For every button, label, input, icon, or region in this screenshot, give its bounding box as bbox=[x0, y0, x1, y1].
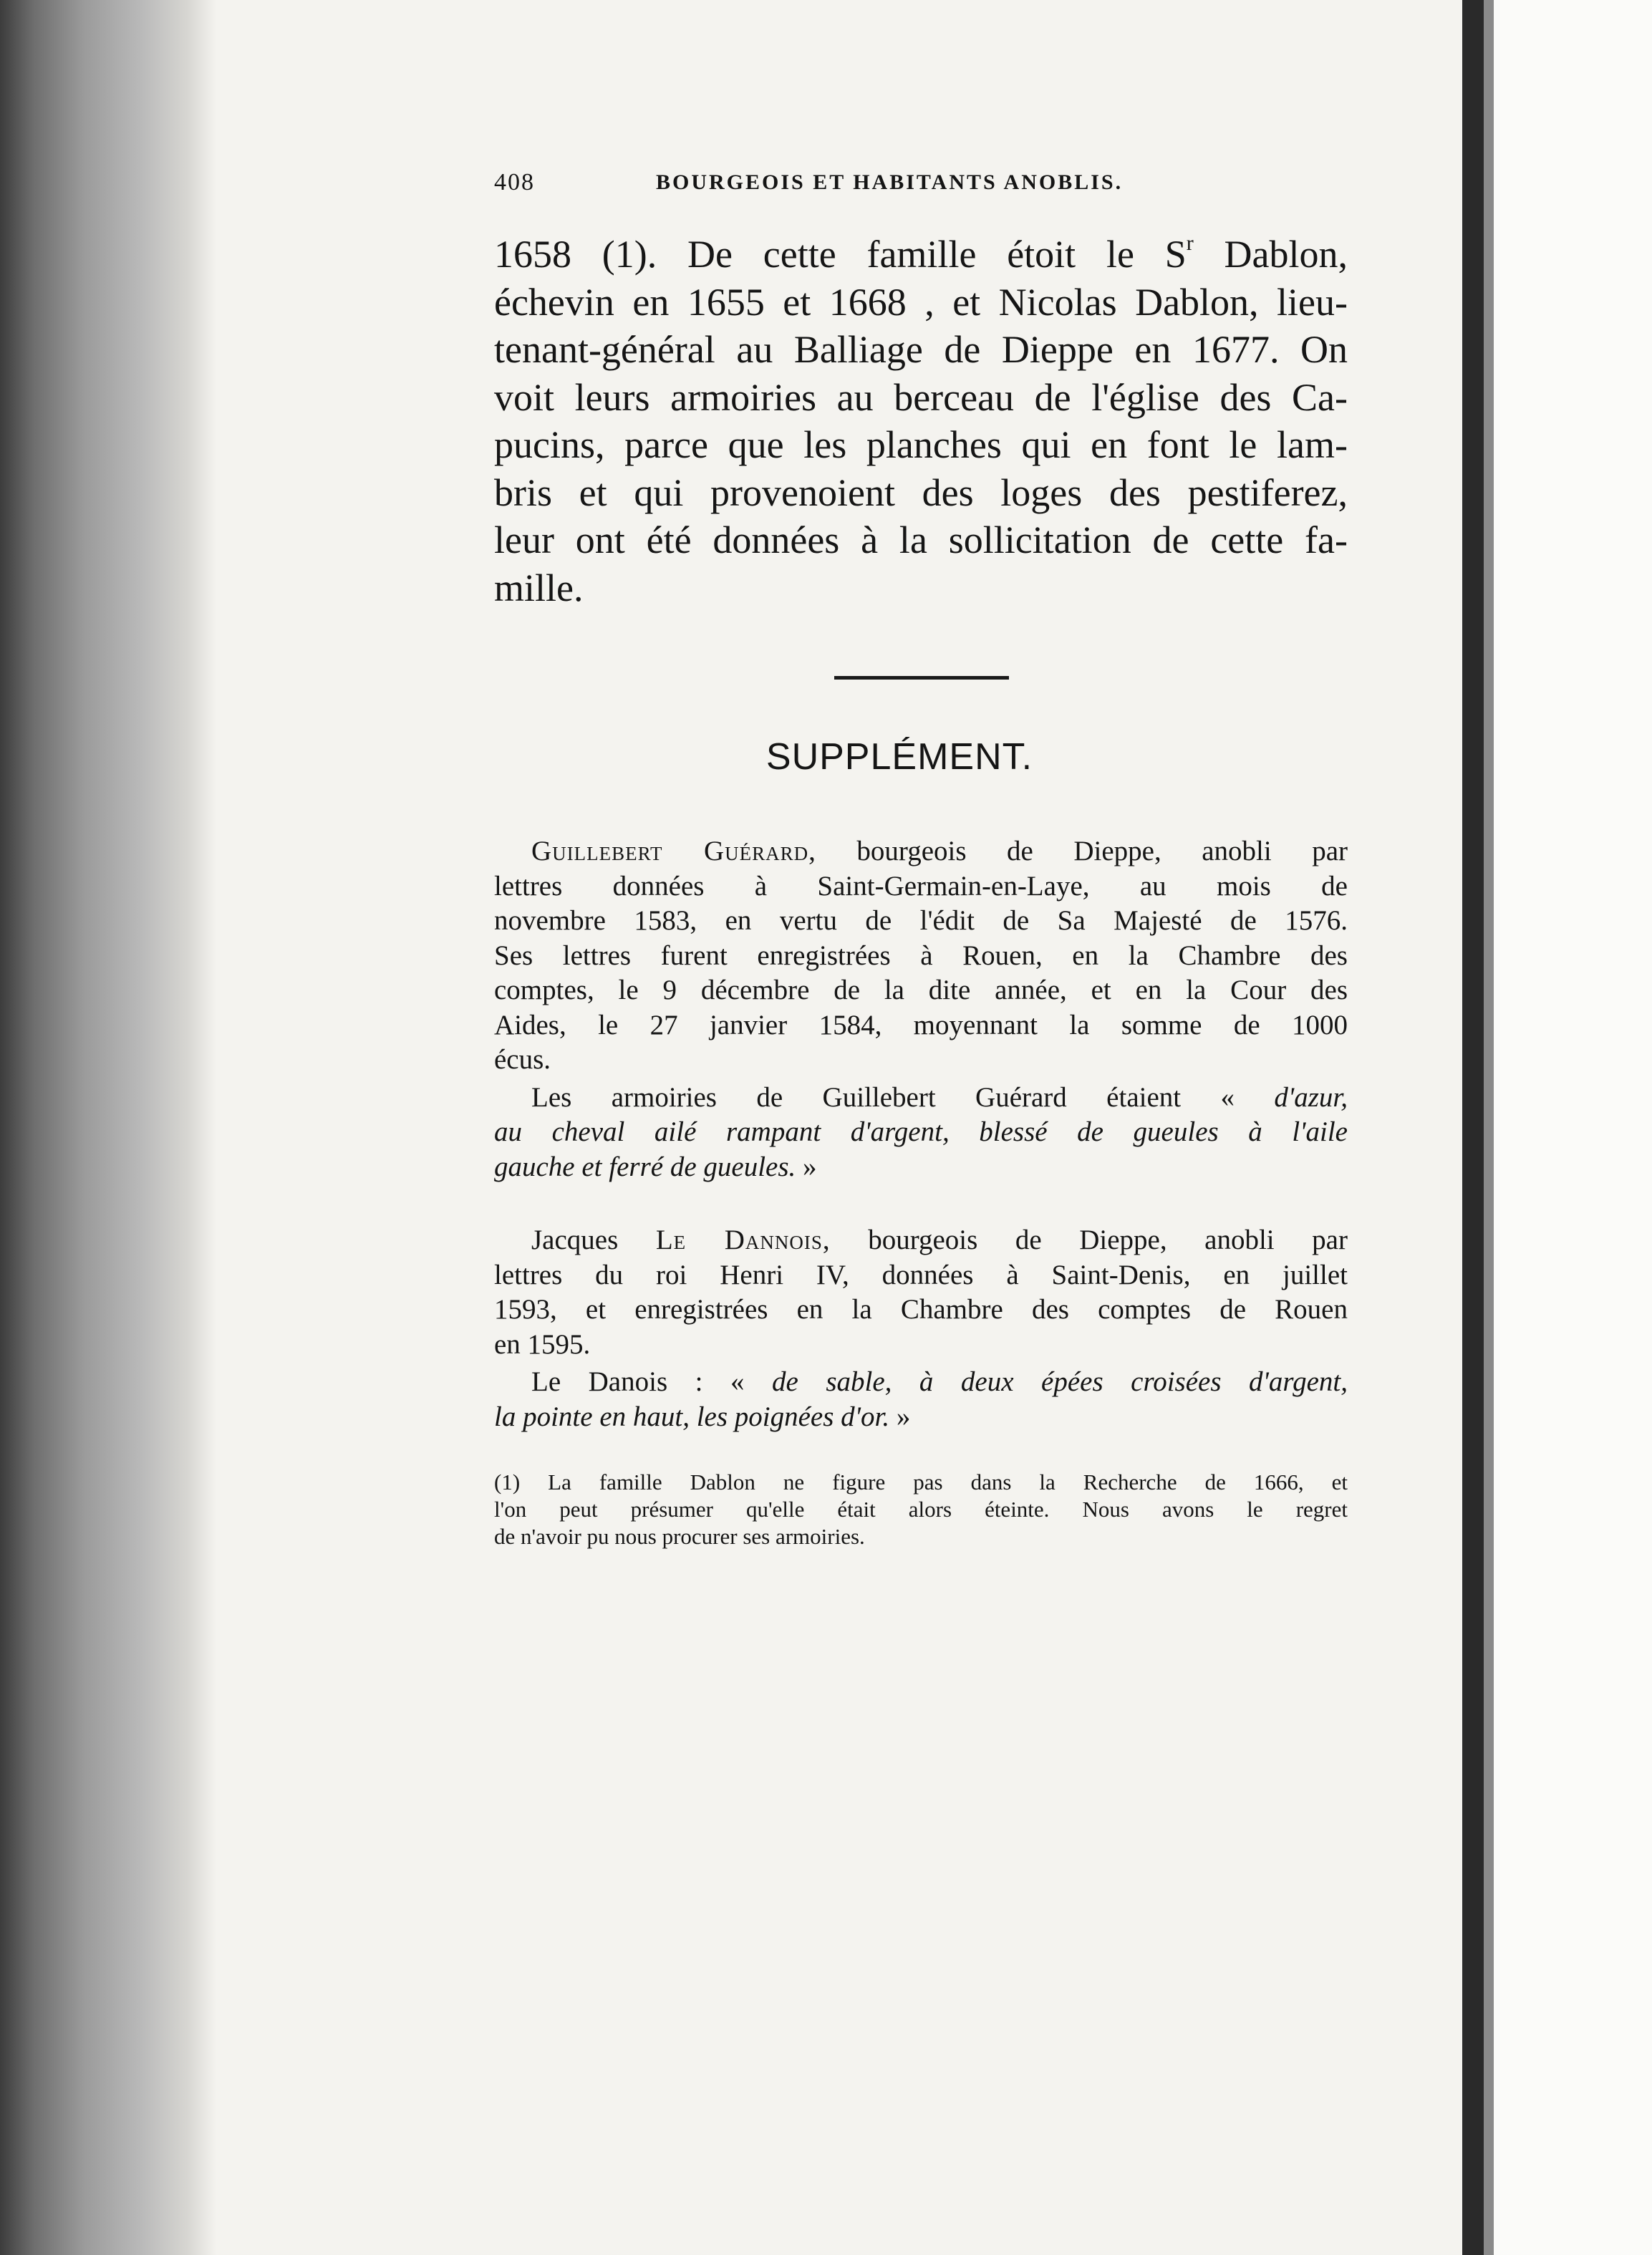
entry-line bbox=[494, 1223, 1348, 1258]
entry-line: lettres du roi Henri IV, données à Saint-Denis, en juillet bbox=[494, 1259, 1348, 1290]
paragraph-line: pucins, parce que les planches qui en font le lam- bbox=[494, 423, 1348, 466]
entry-line bbox=[494, 1365, 1348, 1400]
paragraph-line: tenant-général au Balliage de Dieppe en 1677. On bbox=[494, 328, 1348, 371]
blazon-text: d'azur, bbox=[1274, 1081, 1348, 1113]
quote-close: » bbox=[796, 1151, 817, 1182]
entry-line: novembre 1583, en vertu de l'édit de Sa Majesté de 1576. bbox=[494, 905, 1348, 936]
section-title: SUPPLÉMENT. bbox=[765, 736, 1033, 778]
arms-intro: Le Danois : « bbox=[531, 1366, 772, 1397]
entry-line: comptes, le 9 décembre de la dite année, et en la Cour des bbox=[494, 975, 1348, 1005]
entry-line: écus. bbox=[494, 1044, 551, 1075]
entry-line bbox=[494, 834, 1348, 869]
entry-line: en 1595. bbox=[494, 1328, 591, 1360]
scan-left-border bbox=[0, 0, 188, 2255]
entry-guerard bbox=[494, 834, 1348, 1078]
entry-line: lettres données à Saint-Germain-en-Laye, au mois de bbox=[494, 870, 1348, 902]
entry-line bbox=[494, 1150, 1348, 1185]
person-name: Guillebert Guérard, bbox=[531, 836, 816, 866]
entry-line: Aides, le 27 janvier 1584, moyennant la somme de 1000 bbox=[494, 1009, 1348, 1040]
footnote-line: de n'avoir pu nous procurer ses armoiries. bbox=[494, 1524, 865, 1549]
arms-le-danois bbox=[494, 1365, 1348, 1434]
person-name: Le Dannois, bbox=[655, 1225, 831, 1255]
entry-line: Ses lettres furent enregistrées à Rouen, en la Chambre des bbox=[494, 940, 1348, 971]
scan-right-border-inner bbox=[1484, 0, 1494, 2255]
footnote bbox=[494, 1469, 1348, 1550]
blazon-text: la pointe en haut, les poignées d'or. bbox=[494, 1401, 890, 1432]
paragraph-line: mille. bbox=[494, 566, 584, 609]
entry-line bbox=[494, 1081, 1348, 1116]
superscript: r bbox=[1186, 231, 1194, 255]
entry-le-dannois bbox=[494, 1223, 1348, 1362]
blazon-text: de sable, à deux épées croisées d'argent, bbox=[772, 1366, 1348, 1397]
running-title: BOURGEOIS ET HABITANTS ANOBLIS. bbox=[656, 170, 1124, 194]
entry-text: bourgeois de Dieppe, anobli par bbox=[816, 836, 1348, 866]
continued-paragraph bbox=[494, 231, 1348, 612]
entry-line bbox=[494, 1400, 1348, 1435]
paragraph-line: échevin en 1655 et 1668 , et Nicolas Dablon, lieu- bbox=[494, 280, 1348, 324]
scan-right-border bbox=[1462, 0, 1484, 2255]
footnote-line: l'on peut présumer qu'elle était alors éteinte. Nous avons le regret bbox=[494, 1497, 1348, 1522]
quote-close: » bbox=[889, 1401, 911, 1432]
paragraph-line: bris et qui provenoient des loges des pestiferez, bbox=[494, 470, 1348, 514]
person-first-name: Jacques bbox=[531, 1225, 656, 1255]
arms-guerard bbox=[494, 1081, 1348, 1185]
scan-left-shadow bbox=[188, 0, 216, 2255]
arms-intro: Les armoiries de Guillebert Guérard étaient « bbox=[531, 1081, 1275, 1113]
paragraph-line: 1658 (1). De cette famille étoit le $S^r$ Dablon, bbox=[494, 231, 1348, 276]
blazon-text: au cheval ailé rampant d'argent, blessé de gueules à l'aile bbox=[494, 1116, 1348, 1147]
footnote-line: (1) La famille Dablon ne figure pas dans la Recherche de 1666, et bbox=[494, 1469, 1348, 1495]
book-page bbox=[494, 169, 1348, 1550]
entry-line: 1593, et enregistrées en la Chambre des comptes de Rouen bbox=[494, 1294, 1348, 1325]
blazon-text: gauche et ferré de gueules. bbox=[494, 1151, 796, 1182]
section-divider bbox=[834, 676, 1009, 680]
page-number: 408 bbox=[494, 169, 535, 195]
scan-right-margin bbox=[1494, 0, 1652, 2255]
running-head bbox=[494, 169, 1348, 198]
paragraph-line: leur ont été données à la sollicitation de cette fa- bbox=[494, 518, 1348, 561]
entry-text: bourgeois de Dieppe, anobli par bbox=[830, 1225, 1348, 1255]
paragraph-line: voit leurs armoiries au berceau de l'église des Ca- bbox=[494, 375, 1348, 419]
